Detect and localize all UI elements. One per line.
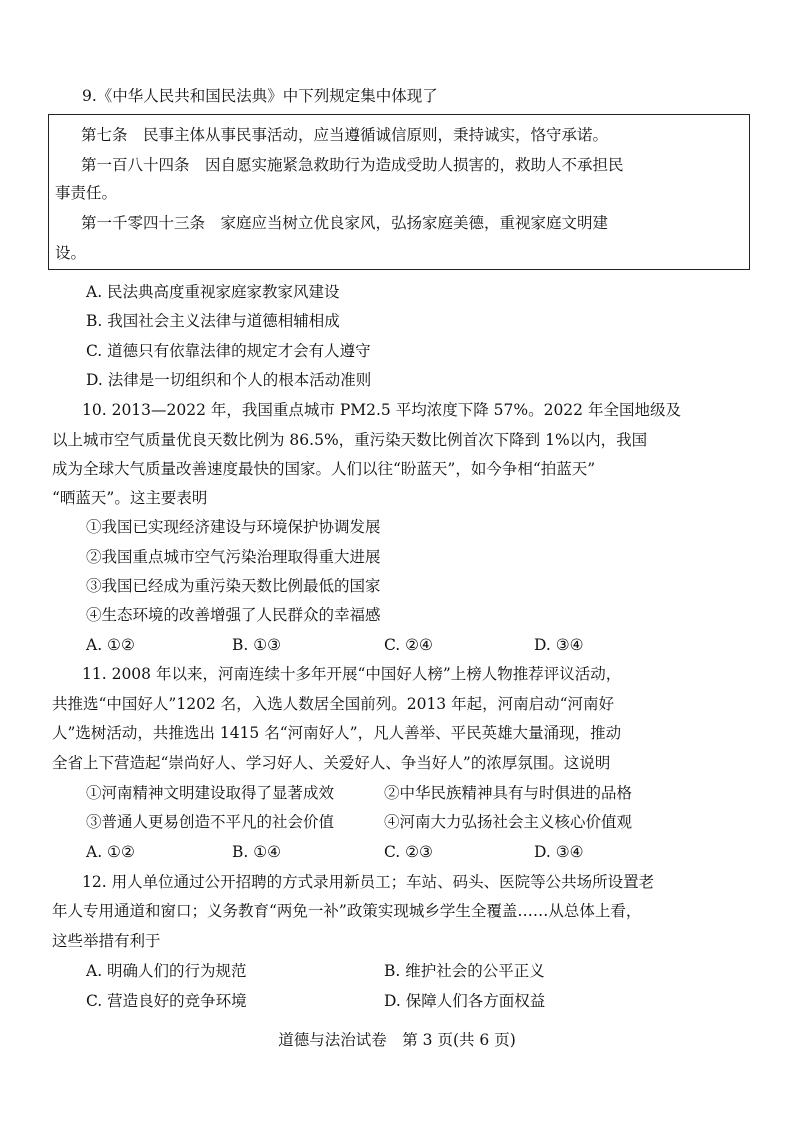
q12-line-2: 年人专用通道和窗口；义务教育“两免一补”政策实现城乡学生全覆盖……从总体上看， [52,902,642,920]
q9-box-line-4: 第一千零四十三条 家庭应当树立优良家风，弘扬家庭美德，重视家庭文明建 [81,214,609,232]
q10-line-1: 10. 2013—2022 年，我国重点城市 PM2.5 平均浓度下降 57%。2022 年全国地级及 [82,401,681,419]
q11-item-2: ②中华民族精神具有与时俱进的品格 [384,784,633,802]
q10-line-3: 成为全球大气质量改善速度最快的国家。人们以往“盼蓝天”，如今争相“拍蓝天” [52,460,596,478]
q11-line-2: 共推选“中国好人”1202 名，入选人数居全国前列。2013 年起，河南启动“河南好 [52,695,615,713]
q11-line-1: 11. 2008 年以来，河南连续十多年开展“中国好人榜”上榜人物推荐评议活动， [82,665,622,683]
q10-item-4: ④生态环境的改善增强了人民群众的幸福感 [86,606,381,624]
q11-items-row-2 [86,810,726,834]
q9-box-line-5: 设。 [55,244,87,262]
q12-options-row-2 [86,989,726,1013]
q9-option-c: C. 道德只有依靠法律的规定才会有人遵守 [86,342,371,360]
q11-line-3: 人”选树活动，共推选出 1415 名“河南好人”，凡人善举、平民英雄大量涌现，推动 [52,724,622,742]
q9-box-line-2: 第一百八十四条 因自愿实施紧急救助行为造成受助人损害的，救助人不承担民 [81,156,624,174]
q12-line-1: 12. 用人单位通过公开招聘的方式录用新员工；车站、码头、医院等公共场所设置老 [82,873,655,891]
q9-option-b: B. 我国社会主义法律与道德相辅相成 [86,312,340,330]
q10-option-c: C. ②④ [384,636,433,654]
q12-option-a: A. 明确人们的行为规范 [86,962,247,980]
q10-option-b: B. ①③ [232,636,282,654]
q11-option-d: D. ③④ [534,843,584,861]
q11-option-c: C. ②③ [384,843,433,861]
q11-line-4: 全省上下营造起“崇尚好人、学习好人、关爱好人、争当好人”的浓厚氛围。这说明 [52,754,611,772]
q10-option-d: D. ③④ [534,636,584,654]
q11-option-b: B. ①④ [232,843,282,861]
q11-options-row [86,840,726,864]
q11-item-3: ③普通人更易创造不平凡的社会价值 [86,813,335,831]
q10-item-2: ②我国重点城市空气污染治理取得重大进展 [86,548,381,566]
q11-item-4: ④河南大力弘扬社会主义核心价值观 [384,813,633,831]
q10-item-3: ③我国已经成为重污染天数比例最低的国家 [86,577,381,595]
q11-item-1: ①河南精神文明建设取得了显著成效 [86,784,335,802]
q9-box-line-1: 第七条 民事主体从事民事活动，应当遵循诚信原则，秉持诚实，恪守承诺。 [81,126,609,144]
q12-option-b: B. 维护社会的公平正义 [384,962,545,980]
q9-law-excerpt-box [48,114,750,270]
q11-items-row-1 [86,781,726,805]
q12-line-3: 这些举措有利于 [52,932,161,950]
q11-option-a: A. ①② [86,843,135,861]
page-footer: 道德与法治试卷 第 3 页(共 6 页) [278,1031,516,1049]
q9-box-line-3: 事责任。 [55,184,118,202]
q9-option-a: A. 民法典高度重视家庭家教家风建设 [86,283,340,301]
q12-option-c: C. 营造良好的竞争环境 [86,992,247,1010]
q12-option-d: D. 保障人们各方面权益 [384,992,546,1010]
q9-stem: 9.《中华人民共和国民法典》中下列规定集中体现了 [82,87,438,105]
q10-options-row [86,633,726,657]
q12-options-row-1 [86,959,726,983]
q10-line-2: 以上城市空气质量优良天数比例为 86.5%，重污染天数比例首次下降到 1%以内，我国 [52,431,648,449]
q9-option-d: D. 法律是一切组织和个人的根本活动准则 [86,371,372,389]
q10-line-4: “晒蓝天”。这主要表明 [52,489,208,507]
q10-option-a: A. ①② [86,636,135,654]
q10-item-1: ①我国已实现经济建设与环境保护协调发展 [86,518,381,536]
